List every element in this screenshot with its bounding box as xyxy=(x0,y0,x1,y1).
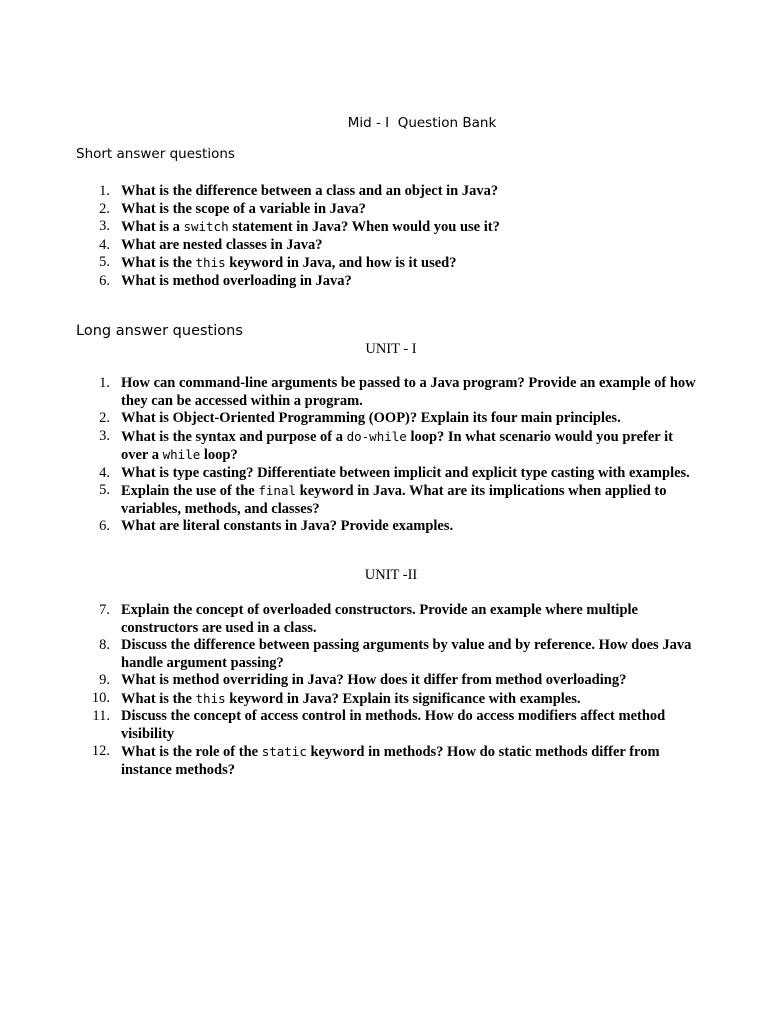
question-item xyxy=(76,218,698,237)
unit-1-heading: UNIT - I xyxy=(365,341,417,357)
question-text-segment: What is the role of the xyxy=(121,744,262,760)
question-text xyxy=(121,708,698,743)
question-text xyxy=(121,375,698,410)
question-text xyxy=(121,254,698,273)
question-text xyxy=(121,482,698,518)
question-number: 6. xyxy=(99,272,110,289)
question-number: 11. xyxy=(92,708,110,724)
question-text-segment: Discuss the concept of access control in methods. How do access modifiers affect method visibility xyxy=(121,708,666,742)
question-item xyxy=(76,637,698,672)
question-number: 4. xyxy=(99,236,110,253)
question-text-segment: What is Object-Oriented Programming (OOP)? Explain its four main principles. xyxy=(121,410,621,426)
unit-2-question-list xyxy=(76,602,698,779)
question-text xyxy=(121,410,698,428)
question-text-segment: What is type casting? Differentiate between implicit and explicit type casting with examples. xyxy=(121,464,690,481)
short-answer-heading: Short answer questions xyxy=(76,146,235,162)
question-number: 12. xyxy=(91,743,110,759)
question-item xyxy=(76,708,698,743)
question-text xyxy=(121,201,698,219)
question-item xyxy=(76,518,698,536)
question-item xyxy=(76,201,698,219)
question-item xyxy=(76,602,698,637)
question-item xyxy=(76,375,698,410)
question-item xyxy=(76,690,698,709)
question-text-segment: statement in Java? When would you use it? xyxy=(228,219,500,235)
question-text-segment: loop? In what scenario would you prefer it over a xyxy=(121,428,673,463)
code-keyword: static xyxy=(261,744,307,759)
question-text-segment: What is method overriding in Java? How does it differ from method overloading? xyxy=(121,672,627,688)
question-number: 1. xyxy=(99,375,110,391)
question-number: 1. xyxy=(99,183,110,199)
question-item xyxy=(76,743,698,779)
question-text-segment: Explain the concept of overloaded constructors. Provide an example where multiple constructors are used in a class. xyxy=(121,602,638,636)
question-text-segment: Explain the use of the xyxy=(121,483,259,499)
unit-1-question-list xyxy=(76,375,698,536)
question-number: 3. xyxy=(99,218,110,234)
question-text-segment: keyword in Java? Explain its significance with examples. xyxy=(225,690,581,707)
code-keyword: final xyxy=(258,483,297,498)
question-number: 10. xyxy=(91,689,110,706)
question-item xyxy=(76,410,698,428)
question-text xyxy=(121,602,698,637)
question-number: 2. xyxy=(99,200,110,217)
question-number: 9. xyxy=(99,672,110,688)
code-keyword: switch xyxy=(183,219,229,234)
question-number: 3. xyxy=(99,427,110,444)
question-text xyxy=(121,672,698,690)
question-text xyxy=(121,690,698,709)
long-answer-heading: Long answer questions xyxy=(76,323,243,339)
question-number: 7. xyxy=(99,602,110,618)
question-text xyxy=(121,183,698,201)
question-text xyxy=(121,518,698,536)
short-answer-list xyxy=(76,183,698,290)
question-item xyxy=(76,482,698,518)
code-keyword: this xyxy=(195,690,226,706)
question-text-segment: keyword in methods? How do static methods differ from instance methods? xyxy=(121,744,660,778)
unit-2-heading: UNIT -II xyxy=(364,567,418,583)
code-keyword: while xyxy=(162,447,201,462)
question-text-segment: Discuss the difference between passing arguments by value and by reference. How does Java handle argument passing? xyxy=(121,637,692,671)
question-text xyxy=(121,237,698,255)
question-text-segment: What is the difference between a class and an object in Java? xyxy=(121,183,499,199)
question-item xyxy=(76,672,698,690)
question-text xyxy=(121,637,698,672)
question-text-segment: What are literal constants in Java? Provide examples. xyxy=(121,518,454,534)
question-text-segment: loop? xyxy=(200,447,238,463)
question-text-segment: What is a xyxy=(121,219,184,235)
question-number: 6. xyxy=(99,518,110,534)
question-item xyxy=(76,183,698,201)
question-text-segment: What is method overloading in Java? xyxy=(121,272,352,289)
question-item xyxy=(76,428,698,465)
code-keyword: this xyxy=(195,255,226,270)
question-text xyxy=(121,743,698,779)
question-text-segment: What is the xyxy=(121,255,196,271)
question-text xyxy=(121,428,698,465)
code-keyword: do-while xyxy=(346,428,407,444)
question-number: 5. xyxy=(99,254,110,270)
question-text-segment: keyword in Java, and how is it used? xyxy=(225,255,457,271)
question-text-segment: keyword in Java. What are its implications when applied to variables, methods, and classes? xyxy=(121,483,667,517)
question-text-segment: What are nested classes in Java? xyxy=(121,236,323,253)
question-number: 4. xyxy=(99,464,110,481)
question-item xyxy=(76,465,698,483)
question-number: 5. xyxy=(99,482,110,498)
question-text xyxy=(121,218,698,237)
document-title: Mid - I Question Bank xyxy=(347,115,497,131)
question-number: 2. xyxy=(99,410,110,426)
question-text-segment: What is the syntax and purpose of a xyxy=(121,428,347,445)
question-text xyxy=(121,273,698,291)
question-text-segment: What is the scope of a variable in Java? xyxy=(121,200,366,217)
question-text-segment: How can command-line arguments be passed to a Java program? Provide an example of how they can be accessed within a program. xyxy=(121,375,696,409)
question-number: 8. xyxy=(99,637,110,653)
question-text-segment: What is the xyxy=(121,690,196,707)
question-item xyxy=(76,254,698,273)
question-text xyxy=(121,465,698,483)
question-item xyxy=(76,273,698,291)
question-item xyxy=(76,237,698,255)
